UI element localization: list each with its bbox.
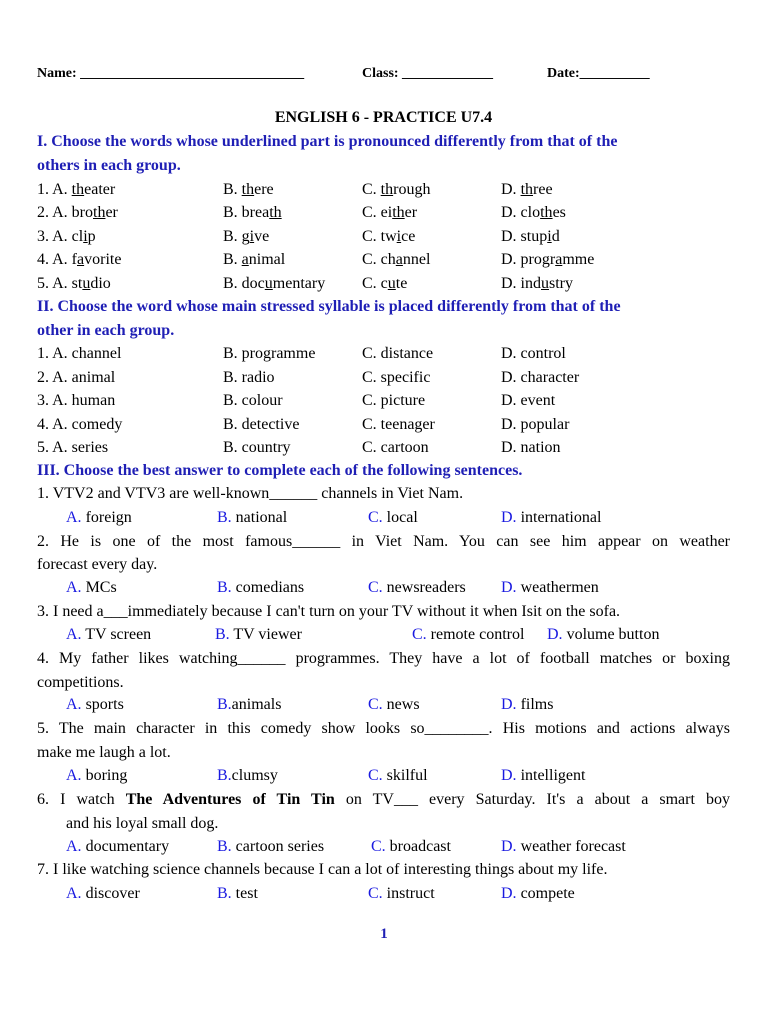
option-letter: B.: [217, 885, 232, 902]
answer-option: D. character: [501, 368, 580, 386]
option-d: D. films: [501, 696, 554, 713]
option-letter: C.: [371, 838, 386, 855]
question-6-suffix: on TV___ every Saturday. It's a about a smart boy: [334, 791, 730, 808]
option-letter: A.: [66, 696, 82, 713]
underlined-sound: a: [395, 251, 403, 269]
answer-option: 3. A. clip: [37, 227, 96, 245]
answer-option: B. radio: [223, 368, 275, 386]
question-6-prefix: 6. I watch: [37, 791, 126, 808]
underlined-sound: i: [547, 227, 552, 245]
option-letter: A.: [66, 626, 82, 643]
page-number: 1: [380, 926, 388, 942]
answer-option: D. control: [501, 345, 566, 362]
option-c: C. broadcast: [371, 838, 451, 855]
option-b: B. national: [217, 509, 288, 526]
option-b: B. cartoon series: [217, 838, 325, 855]
underlined-sound: u: [541, 274, 549, 292]
answer-option: C. twice: [362, 227, 416, 245]
option-letter: D.: [501, 767, 517, 784]
question-3: 3. I need a___immediately because I can't turn on your TV without it when Isit on the sofa.: [37, 603, 621, 620]
answer-option: D. clothes: [501, 204, 566, 222]
option-d: D. weathermen: [501, 579, 599, 596]
underlined-sound: th: [71, 181, 85, 198]
option-letter: B.: [217, 696, 232, 713]
question-1: 1. VTV2 and VTV3 are well-known______ channels in Viet Nam.: [37, 485, 464, 502]
answer-option: D. stupid: [501, 227, 560, 245]
option-d: D. volume button: [547, 626, 660, 643]
underlined-sound: th: [380, 181, 394, 198]
answer-option: D. industry: [501, 274, 573, 292]
option-letter: D.: [501, 696, 517, 713]
option-b: B. test: [217, 885, 258, 902]
answer-option: D. popular: [501, 415, 570, 433]
option-b: B. TV viewer: [215, 626, 302, 643]
answer-option: 1. A. channel: [37, 345, 122, 362]
answer-option: 5. A. studio: [37, 274, 111, 292]
answer-option: D. three: [501, 181, 553, 198]
question-6-cont: and his loyal small dog.: [66, 815, 219, 832]
underlined-sound: th: [269, 204, 282, 222]
question-7: 7. I like watching science channels because I can a lot of interesting things about my life.: [37, 861, 608, 878]
option-d: D. weather forecast: [501, 838, 626, 855]
option-letter: D.: [501, 509, 517, 526]
underlined-sound: u: [387, 274, 396, 292]
option-letter: C.: [412, 626, 427, 643]
underlined-sound: a: [77, 251, 85, 269]
option-letter: D.: [547, 626, 563, 643]
option-letter: A.: [66, 509, 82, 526]
answer-option: C. channel: [362, 251, 431, 269]
option-letter: D.: [501, 885, 517, 902]
answer-option: C. either: [362, 204, 418, 222]
answer-option: 2. A. animal: [37, 368, 116, 386]
section-3-heading: III. Choose the best answer to complete each of the following sentences.: [37, 462, 523, 479]
answer-option: C. picture: [362, 392, 426, 409]
underlined-sound: th: [241, 181, 255, 198]
section-1-heading: I. Choose the words whose underlined part is pronounced differently from that of the: [37, 133, 618, 150]
option-letter: B.: [217, 509, 232, 526]
question-4: 4. My father likes watching______ programmes. They have a lot of football matches or boxing: [37, 650, 730, 667]
answer-option: B. breath: [223, 204, 282, 222]
answer-option: B. animal: [223, 251, 286, 269]
question-6: [37, 790, 730, 810]
option-b: B. comedians: [217, 579, 305, 596]
option-c: C. instruct: [368, 885, 435, 902]
option-letter: B.: [217, 579, 232, 596]
option-letter: B.: [215, 626, 230, 643]
option-letter: A.: [66, 767, 82, 784]
name-field: Name: ________________________________: [37, 66, 305, 81]
option-d: D. compete: [501, 885, 575, 902]
answer-option: 2. A. brother: [37, 204, 118, 222]
underlined-sound: u: [82, 274, 91, 292]
answer-option: C. through: [362, 181, 431, 198]
answer-option: D. event: [501, 392, 556, 409]
option-b: B.animals: [217, 696, 282, 713]
option-c: C. newsreaders: [368, 579, 466, 596]
option-a: A. MCs: [66, 579, 117, 596]
underlined-sound: th: [392, 204, 405, 222]
question-2: 2. He is one of the most famous______ in Viet Nam. You can see him appear on weather: [37, 533, 730, 550]
option-b: B.clumsy: [217, 767, 278, 784]
option-c: C. skilful: [368, 767, 428, 784]
option-letter: C.: [368, 696, 383, 713]
section-2-heading: II. Choose the word whose main stressed syllable is placed differently from that of the: [37, 298, 621, 315]
answer-option: 4. A. favorite: [37, 251, 122, 269]
underlined-sound: u: [264, 274, 273, 292]
answer-option: D. programme: [501, 251, 595, 269]
underlined-sound: th: [540, 204, 553, 222]
option-d: D. international: [501, 509, 602, 526]
option-letter: C.: [368, 509, 383, 526]
option-letter: B.: [217, 838, 232, 855]
section-1-heading-cont: others in each group.: [37, 157, 181, 174]
option-c: C. remote control: [412, 626, 525, 643]
answer-option: C. cartoon: [362, 439, 429, 456]
option-letter: C.: [368, 767, 383, 784]
class-field: Class: _____________: [362, 66, 494, 81]
answer-option: 3. A. human: [37, 392, 116, 409]
underlined-sound: a: [241, 251, 249, 269]
underlined-sound: a: [555, 251, 563, 269]
option-a: A. sports: [66, 696, 124, 713]
option-a: A. boring: [66, 767, 128, 784]
underlined-sound: th: [93, 204, 106, 222]
option-a: A. foreign: [66, 509, 132, 526]
answer-option: B. documentary: [223, 274, 326, 292]
option-letter: C.: [368, 885, 383, 902]
option-letter: A.: [66, 838, 82, 855]
option-a: A. TV screen: [66, 626, 152, 643]
option-letter: A.: [66, 885, 82, 902]
option-letter: D.: [501, 838, 517, 855]
question-5-cont: make me laugh a lot.: [37, 744, 171, 761]
option-letter: A.: [66, 579, 82, 596]
underlined-sound: th: [520, 181, 534, 198]
answer-option: B. detective: [223, 415, 300, 433]
option-a: A. documentary: [66, 838, 170, 855]
option-c: C. local: [368, 509, 418, 526]
answer-option: C. specific: [362, 368, 431, 386]
answer-option: D. nation: [501, 439, 561, 456]
section-2-heading-cont: other in each group.: [37, 322, 175, 339]
answer-option: 5. A. series: [37, 439, 109, 456]
page-title: ENGLISH 6 - PRACTICE U7.4: [274, 109, 493, 126]
option-d: D. intelligent: [501, 767, 586, 784]
option-a: A. discover: [66, 885, 140, 902]
answer-option: C. distance: [362, 345, 434, 362]
question-6-show-title: The Adventures of Tin Tin: [125, 791, 335, 808]
question-2-cont: forecast every day.: [37, 556, 158, 573]
option-letter: D.: [501, 579, 517, 596]
answer-option: B. programme: [223, 345, 316, 362]
answer-option: 1. A. theater: [37, 181, 116, 198]
answer-option: B. give: [223, 227, 270, 245]
option-letter: B.: [217, 767, 232, 784]
answer-option: B. country: [223, 439, 291, 456]
underlined-sound: i: [249, 227, 255, 245]
option-letter: C.: [368, 579, 383, 596]
answer-option: B. there: [223, 181, 274, 198]
question-5: 5. The main character in this comedy show looks so________. His motions and actions always: [37, 720, 730, 737]
date-field: Date:__________: [547, 66, 650, 81]
underlined-sound: i: [396, 227, 402, 245]
underlined-sound: i: [83, 227, 88, 245]
answer-option: B. colour: [223, 392, 283, 409]
answer-option: C. teenager: [362, 415, 435, 433]
option-c: C. news: [368, 696, 420, 713]
answer-option: C. cute: [362, 274, 408, 292]
question-4-cont: competitions.: [37, 674, 124, 691]
answer-option: 4. A. comedy: [37, 415, 123, 433]
